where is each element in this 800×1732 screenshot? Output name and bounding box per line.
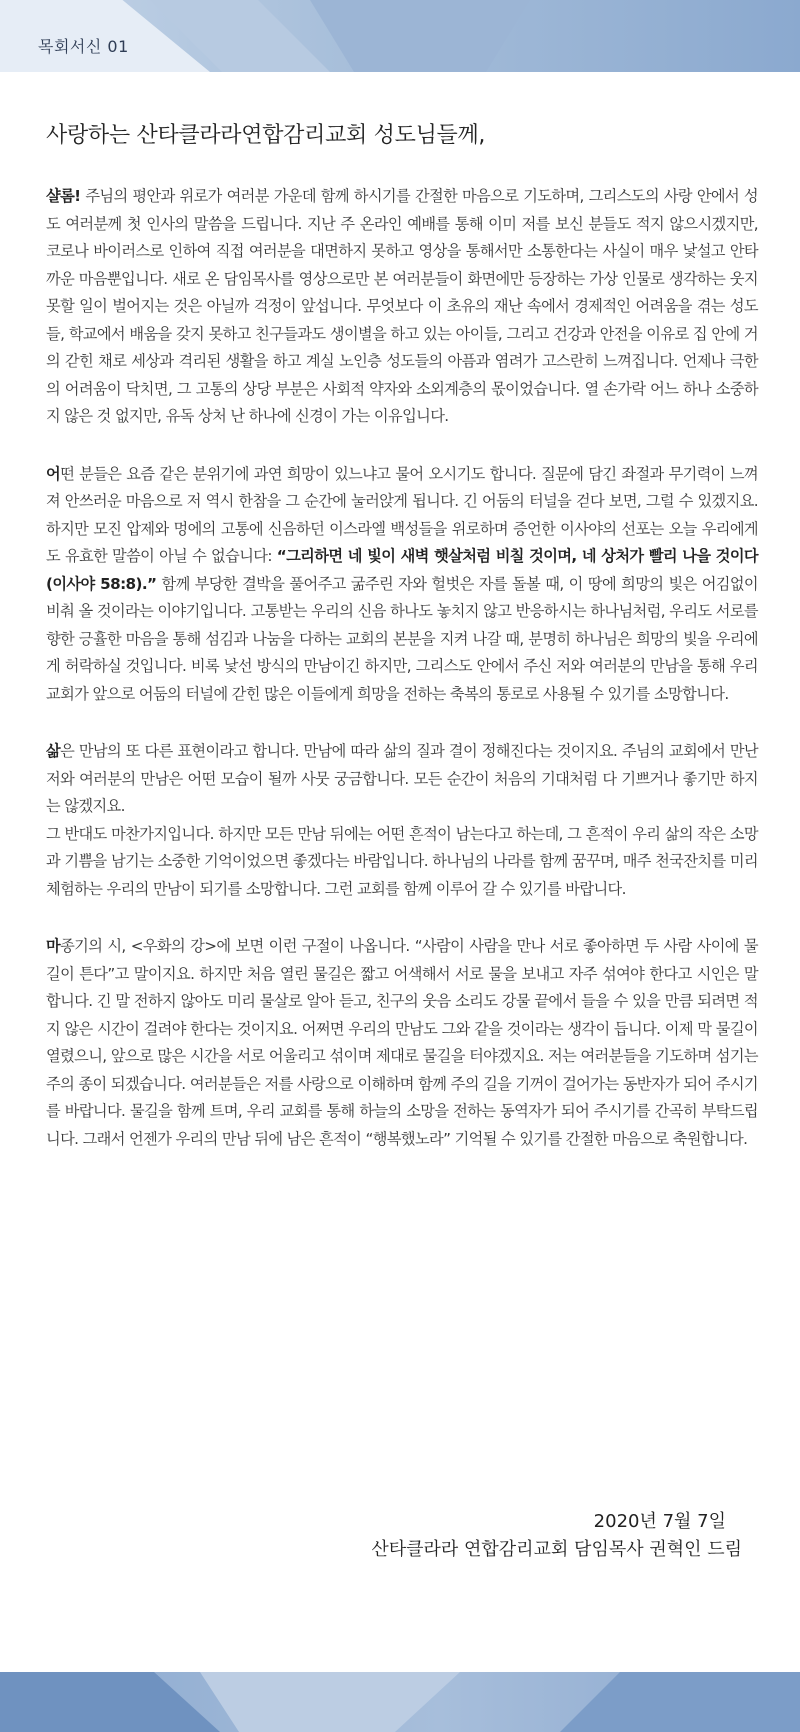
header-band <box>0 0 800 72</box>
footer-decor-shape <box>200 1672 460 1732</box>
header-decor-shape <box>310 0 530 72</box>
footer-decor-shape <box>0 1672 220 1732</box>
letter-date: 2020년 7월 7일 <box>593 1511 726 1532</box>
paragraph-encounter <box>46 738 758 903</box>
paragraph-waterway <box>46 933 758 1153</box>
paragraph-text: 떤 분들은 요즘 같은 분위기에 과연 희망이 있느냐고 물어 오시기도 합니다. 질문에 담긴 좌절과 무기력이 느껴져 안쓰러운 마음으로 저 역시 한참을 그 순간에 눌러앉게 됩니다. 긴 어둠의 터널을 걷다 보면, 그럴 수 있겠지요. 하지만 모진 압제와 멍에의 고통에 신음하던 이스라엘 백성들을 위로하며 증언한 이사야의 선포는 오늘 우리에게도 유효한 말씀이 아닐 수 없습니다: <box>46 464 758 565</box>
signature-name: 산타클라라 연합감리교회 담임목사 권혁인 드림 <box>371 1539 742 1560</box>
paragraph-text: 함께 부당한 결박을 풀어주고 굶주린 자와 헐벗은 자를 돌볼 때, 이 땅에 희망의 빛은 어김없이 비춰 올 것이라는 이야기입니다. 고통받는 우리의 신음 하나도 놓치지 않고 반응하시는 하나님처럼, 우리도 서로를 향한 긍휼한 마음을 통해 섬김과 나눔을 다하는 교회의 본분을 지켜 나갈 때, 분명히 하나님은 희망의 빛을 우리에게 허락하실 것입니다. 비록 낯선 방식의 만남이긴 하지만, 그리스도 안에서 주신 저와 여러분의 만남을 통해 우리 교회가 앞으로 어둠의 터널에 갇힌 많은 이들에게 희망을 전하는 축복의 통로로 사용될 수 있기를 소망합니다. <box>46 574 758 703</box>
footer-decor-shape <box>560 1672 800 1732</box>
paragraph-lead-word: 샬롬! <box>46 187 81 205</box>
paragraph-hope <box>46 461 758 709</box>
letter-series-label: 목회서신 01 <box>38 37 129 56</box>
signature-block <box>371 1508 742 1564</box>
paragraph-greeting <box>46 183 758 431</box>
paragraph-text: 은 만남의 또 다른 표현이라고 합니다. 만남에 따라 삶의 질과 결이 정해진다는 것이지요. 주님의 교회에서 만난 저와 여러분의 만남은 어떤 모습이 될까 사뭇 궁금합니다. 모든 순간이 처음의 기대처럼 다 기쁘거나 좋기만 하지는 않겠지요. <box>46 742 758 815</box>
salutation: 사랑하는 산타클라라연합감리교회 성도님들께, <box>46 123 486 148</box>
paragraph-text: 종기의 시, <우화의 강>에 보면 이런 구절이 나옵니다. “사람이 사람을 만나 서로 좋아하면 두 사람 사이에 물길이 튼다”고 말이지요. 하지만 처음 열린 물길은 짧고 어색해서 서로 물을 보내고 자주 섞여야 한다고 시인은 말합니다. 긴 말 전하지 않아도 미리 물살로 알아 듣고, 친구의 웃음 소리도 강물 끝에서 들을 수 있을 만큼 되려면 적지 않은 시간이 걸려야 한다는 것이지요. 어쩌면 우리의 만남도 그와 같을 것이라는 생각이 듭니다. 이제 막 물길이 열렸으니, 앞으로 많은 시간을 서로 어울리고 섞이며 제대로 물길을 터야겠지요. 저는 여러분들을 기도하며 섬기는 주의 종이 되겠습니다. 여러분들은 저를 사랑으로 이해하며 함께 주의 길을 기꺼이 걸어가는 동반자가 되어 주시기를 바랍니다. 물길을 함께 트며, 우리 교회를 통해 하늘의 소망을 전하는 동역자가 되어 주시기를 간곡히 부탁드립니다. 그래서 언젠가 우리의 만남 뒤에 남은 흔적이 “행복했노라” 기억될 수 있기를 간절한 마음으로 축원합니다. <box>46 937 758 1148</box>
paragraph-lead-word: 마 <box>46 937 61 955</box>
paragraph-text: 주님의 평안과 위로가 여러분 가운데 함께 하시기를 간절한 마음으로 기도하며, 그리스도의 사랑 안에서 성도 여러분께 첫 인사의 말씀을 드립니다. 지난 주 온라인 예배를 통해 이미 저를 보신 분들도 적지 않으시겠지만, 코로나 바이러스로 인하여 직접 여러분을 대면하지 못하고 영상을 통해서만 소통한다는 사실이 매우 낯설고 안타까운 마음뿐입니다. 새로 온 담임목사를 영상으로만 본 여러분들이 화면에만 등장하는 가상 인물로 생각하는 웃지 못할 일이 벌어지는 것은 아닐까 걱정이 앞섭니다. 무엇보다 이 초유의 재난 속에서 경제적인 어려움을 겪는 성도들, 학교에서 배움을 갖지 못하고 친구들과도 생이별을 하고 있는 아이들, 그리고 건강과 안전을 이유로 집 안에 거의 갇힌 채로 세상과 격리된 생활을 하고 계실 노인층 성도들의 아픔과 염려가 고스란히 느껴집니다. 언제나 극한의 어려움이 닥치면, 그 고통의 상당 부분은 사회적 약자와 소외계층의 몫이었습니다. 열 손가락 어느 하나 소중하지 않은 것 없지만, 유독 상처 난 하나에 신경이 가는 이유입니다. <box>46 187 758 425</box>
scripture-quote: “그리하면 네 빛이 새벽 햇살처럼 비칠 것이며, 네 상처가 빨리 나을 것이다 (이사야 58:8).” <box>46 547 758 593</box>
paragraph-lead-word: 삶 <box>46 742 61 760</box>
letter-body <box>46 118 758 1183</box>
paragraph-lead-word: 어 <box>46 464 61 483</box>
footer-band <box>0 1672 800 1732</box>
paragraph-text: 그 반대도 마찬가지입니다. 하지만 모든 만남 뒤에는 어떤 흔적이 남는다고 하는데, 그 흔적이 우리 삶의 작은 소망과 기쁨을 남기는 소중한 기억이었으면 좋겠다는 바람입니다. 하나님의 나라를 함께 꿈꾸며, 매주 천국잔치를 미리 체험하는 우리의 만남이 되기를 소망합니다. 그런 교회를 함께 이루어 갈 수 있기를 바랍니다. <box>46 824 758 898</box>
